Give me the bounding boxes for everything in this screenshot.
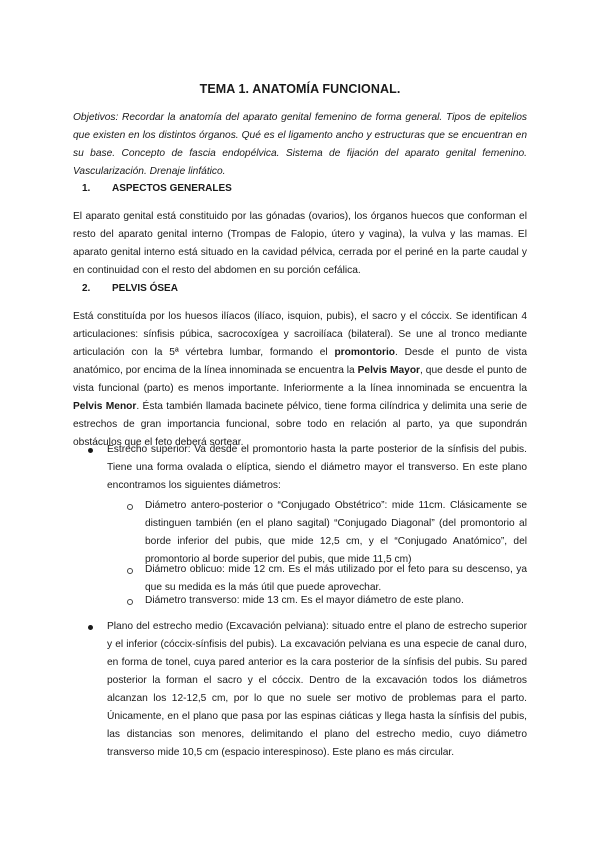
bullet-circle-icon <box>127 504 133 510</box>
bullet-dot-icon <box>88 448 93 453</box>
sub-bullet-antero-posterior: Diámetro antero-posterior o “Conjugado Obstétrico”: mide 11cm. Clásicamente se distinguen también (en el plano sagital) “Conjugado Diagonal” (del promontorio al borde inferior del pubis, que mide 12,5 cm, y el “Conjugado Anatómico”, del promontorio al borde superior del pubis, que mide 11,5 cm) <box>145 500 527 565</box>
bullet-circle-icon <box>127 599 133 605</box>
text-run: . Ésta también llamada bacinete pélvico, tiene forma cilíndrica y delimita una serie de estrechos de gran importancia funcional, sobre todo en relación al parto, ya que supondrán obstáculos que el feto deberá sortear. <box>73 401 527 448</box>
bold-term: promontorio <box>334 347 396 358</box>
sub-bullet-oblicuo: Diámetro oblicuo: mide 12 cm. Es el más utilizado por el feto para su descenso, ya que su medida es la más útil que puede aprovechar. <box>145 564 527 593</box>
sub-bullet-transverso: Diámetro transverso: mide 13 cm. Es el mayor diámetro de este plano. <box>145 595 464 606</box>
section-heading-2 <box>82 283 178 294</box>
objectives-paragraph: Objetivos: Recordar la anatomía del aparato genital femenino de forma general. Tipos de epitelios que existen en los distintos órganos. Qué es el ligamento ancho y estructuras que se encuentran en su base. Concepto de fascia endopélvica. Sistema de fijación del aparato genital femenino. Vascularización. Drenaje linfático. <box>73 112 527 177</box>
section-heading-1 <box>82 183 232 194</box>
page-title: TEMA 1. ANATOMÍA FUNCIONAL. <box>199 82 401 96</box>
bullet-dot-icon <box>88 625 93 630</box>
bullet-estrecho-superior: Estrecho superior: Va desde el promontorio hasta la parte posterior de la sínfisis del pubis. Tiene una forma ovalada o elíptica, siendo el diámetro mayor el transverso. En este plano encontramos los siguientes diámetros: <box>107 444 527 491</box>
section-title: PELVIS ÓSEA <box>112 283 178 294</box>
bullet-estrecho-medio: Plano del estrecho medio (Excavación pelviana): situado entre el plano de estrecho superior y el inferior (cóccix-sínfisis del pubis). La excavación pelviana es una especie de canal duro, en forma de tonel, cuya pared anterior es la cara posterior de la sínfisis del pubis. Su pared posterior la forman el sacro y el cóccix. Dentro de la excavación todos los diámetros alcanzan los 12-12,5 cm, por lo que no suele ser motivo de problemas para el parto. Únicamente, en el plano que pasa por las espinas ciáticas y llega hasta la sínfisis del pubis, las distancias son menores, delimitando el plano del estrecho medio, cuyo diámetro transverso mide 10,5 cm (espacio interespinoso). Este plano es más circular. <box>107 621 527 758</box>
section-title: ASPECTOS GENERALES <box>112 183 232 194</box>
text-run: Está constituída por los huesos ilíacos (ilíaco, isquion, pubis), el sacro y el cóccix. Se identifican 4 articulaciones: sínfisis púbica, sacrocoxígea y sacroilíaca (bilateral). Se une al tronco mediante articulación con la 5ª vértebra lumbar, formando el <box>73 311 527 358</box>
section-2-paragraph <box>73 308 527 452</box>
bullet-circle-icon <box>127 568 133 574</box>
bold-term: Pelvis Mayor <box>357 365 421 376</box>
section-1-paragraph: El aparato genital está constituido por las gónadas (ovarios), los órganos huecos que conforman el resto del aparato genital interno (Trompas de Falopio, útero y vagina), la vulva y las mamas. El aparato genital interno está situado en la cavidad pélvica, cerrada por el periné en la parte caudal y en continuidad con el resto del abdomen en su porción cefálica. <box>73 211 527 276</box>
text-run: , que desde el punto de vista funcional (parto) es menos importante. Inferiormente a la línea innominada se encuentra la <box>73 365 527 394</box>
section-number: 1. <box>82 183 91 194</box>
text-run: . Desde el punto de vista anatómico, por encima de la línea innominada se encuentra la <box>73 347 527 376</box>
bold-term: Pelvis Menor <box>73 401 137 412</box>
section-number: 2. <box>82 283 91 294</box>
